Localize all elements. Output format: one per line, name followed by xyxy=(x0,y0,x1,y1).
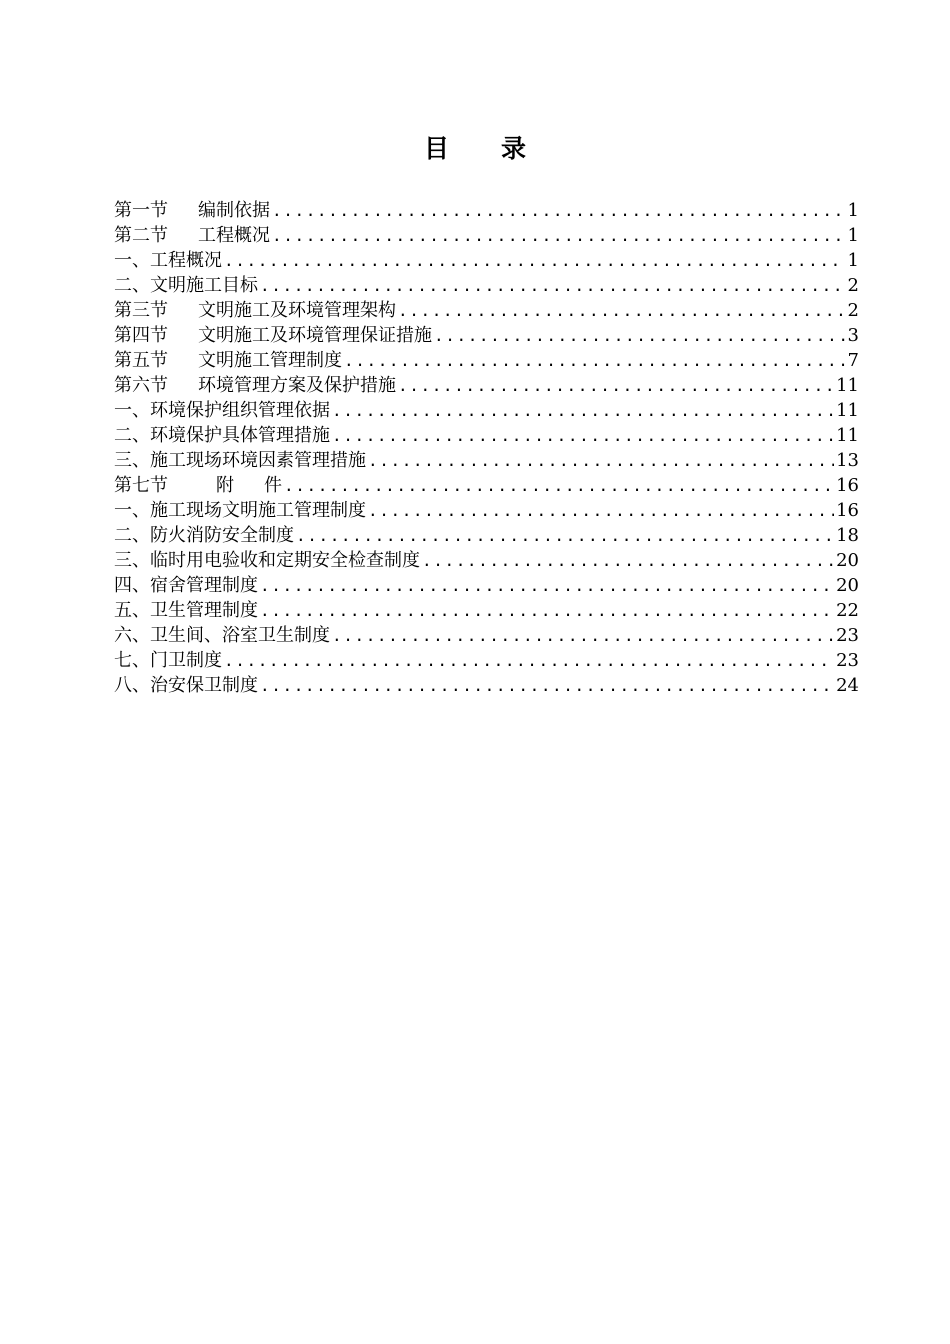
toc-entry-text xyxy=(114,373,396,398)
dot-leader xyxy=(332,398,834,423)
toc-entry[interactable] xyxy=(114,498,859,523)
dot-leader xyxy=(332,423,834,448)
toc-page-number: 16 xyxy=(836,500,859,521)
dot-leader xyxy=(434,323,846,348)
toc-page-number: 23 xyxy=(836,650,859,671)
toc-heading: 六、卫生间、浴室卫生制度 xyxy=(114,625,330,646)
toc-entry-text xyxy=(114,673,258,698)
dot-leader xyxy=(284,473,834,498)
toc-heading: 七、门卫制度 xyxy=(114,650,222,671)
toc-entry-text xyxy=(114,523,294,548)
toc-section-number: 第七节 xyxy=(114,475,168,496)
toc-entry-text xyxy=(114,498,366,523)
dot-leader xyxy=(260,598,834,623)
toc-page-number: 11 xyxy=(836,400,859,421)
toc-page-number: 11 xyxy=(836,375,859,396)
toc-entry-text xyxy=(114,348,342,373)
dot-leader xyxy=(422,548,834,573)
dot-leader xyxy=(398,373,834,398)
toc-entry-text xyxy=(114,198,270,223)
dot-leader xyxy=(260,673,834,698)
toc-heading: 一、环境保护组织管理依据 xyxy=(114,400,330,421)
toc-page-number: 16 xyxy=(836,475,859,496)
toc-entry-text xyxy=(114,648,222,673)
toc-entry-text xyxy=(114,623,330,648)
toc-entry-text xyxy=(114,423,330,448)
dot-leader xyxy=(272,198,846,223)
toc-entry[interactable] xyxy=(114,548,859,573)
toc-page-number: 13 xyxy=(836,450,859,471)
toc-entry[interactable] xyxy=(114,348,859,373)
toc-section-number: 第六节 xyxy=(114,375,168,396)
toc-entry[interactable] xyxy=(114,423,859,448)
toc-page-number: 24 xyxy=(836,675,859,696)
toc-page-number: 7 xyxy=(847,350,859,371)
toc-entry[interactable] xyxy=(114,298,859,323)
toc-page-number: 20 xyxy=(836,575,859,596)
toc-entry-text xyxy=(114,573,258,598)
toc-heading: 编制依据 xyxy=(198,200,270,221)
toc-entry[interactable] xyxy=(114,248,859,273)
toc-heading: 附件 xyxy=(216,475,312,496)
toc-page-number: 1 xyxy=(847,225,859,246)
toc-page-number: 18 xyxy=(836,525,859,546)
toc-page-number: 22 xyxy=(836,600,859,621)
toc-entry[interactable] xyxy=(114,648,859,673)
toc-heading: 一、工程概况 xyxy=(114,250,222,271)
dot-leader xyxy=(398,298,846,323)
dot-leader xyxy=(224,248,846,273)
toc-entry[interactable] xyxy=(114,473,859,498)
toc-heading: 五、卫生管理制度 xyxy=(114,600,258,621)
toc-section-number: 第五节 xyxy=(114,350,168,371)
toc-page-number: 1 xyxy=(847,250,859,271)
toc-heading: 文明施工管理制度 xyxy=(198,350,342,371)
toc-heading: 二、文明施工目标 xyxy=(114,275,258,296)
toc-heading: 文明施工及环境管理架构 xyxy=(198,300,396,321)
toc-title: 目录 xyxy=(423,134,578,163)
dot-leader xyxy=(272,223,846,248)
toc-heading: 工程概况 xyxy=(198,225,270,246)
toc-heading: 二、环境保护具体管理措施 xyxy=(114,425,330,446)
toc-entry[interactable] xyxy=(114,398,859,423)
toc-entry[interactable] xyxy=(114,673,859,698)
toc-entry[interactable] xyxy=(114,623,859,648)
toc-page-number: 11 xyxy=(836,425,859,446)
toc-section-number: 第二节 xyxy=(114,225,168,246)
toc-entry[interactable] xyxy=(114,573,859,598)
toc-page-number: 3 xyxy=(847,325,859,346)
toc-section-number: 第一节 xyxy=(114,200,168,221)
toc-entry[interactable] xyxy=(114,523,859,548)
dot-leader xyxy=(224,648,834,673)
toc-page-number: 1 xyxy=(847,200,859,221)
toc-entry-text xyxy=(114,473,312,498)
toc-entry[interactable] xyxy=(114,373,859,398)
dot-leader xyxy=(332,623,834,648)
dot-leader xyxy=(260,273,846,298)
toc-entry[interactable] xyxy=(114,223,859,248)
toc-section-number: 第三节 xyxy=(114,300,168,321)
toc-heading: 三、临时用电验收和定期安全检查制度 xyxy=(114,550,420,571)
toc-entry-text xyxy=(114,598,258,623)
toc-page-number: 2 xyxy=(847,275,859,296)
toc-entry-text xyxy=(114,398,330,423)
toc-entry-text xyxy=(114,298,396,323)
toc-heading: 三、施工现场环境因素管理措施 xyxy=(114,450,366,471)
toc-entry-text xyxy=(114,448,366,473)
dot-leader xyxy=(368,498,834,523)
toc-heading: 二、防火消防安全制度 xyxy=(114,525,294,546)
toc-entry-text xyxy=(114,548,420,573)
toc-section-number: 第四节 xyxy=(114,325,168,346)
toc-entry[interactable] xyxy=(114,273,859,298)
toc-entry-text xyxy=(114,223,270,248)
toc-heading: 环境管理方案及保护措施 xyxy=(198,375,396,396)
toc-heading: 一、施工现场文明施工管理制度 xyxy=(114,500,366,521)
toc-entry[interactable] xyxy=(114,323,859,348)
toc-heading: 文明施工及环境管理保证措施 xyxy=(198,325,432,346)
toc-page-number: 23 xyxy=(836,625,859,646)
toc-heading: 四、宿舍管理制度 xyxy=(114,575,258,596)
toc-entry-text xyxy=(114,323,432,348)
toc-entry[interactable] xyxy=(114,448,859,473)
toc-page-number: 20 xyxy=(836,550,859,571)
toc-heading: 八、治安保卫制度 xyxy=(114,675,258,696)
toc-entry[interactable] xyxy=(114,198,859,223)
dot-leader xyxy=(368,448,834,473)
toc-entry[interactable] xyxy=(114,598,859,623)
toc-list xyxy=(114,198,859,698)
dot-leader xyxy=(260,573,834,598)
toc-entry-text xyxy=(114,248,222,273)
toc-page-number: 2 xyxy=(847,300,859,321)
dot-leader xyxy=(344,348,846,373)
toc-entry-text xyxy=(114,273,258,298)
dot-leader xyxy=(296,523,834,548)
